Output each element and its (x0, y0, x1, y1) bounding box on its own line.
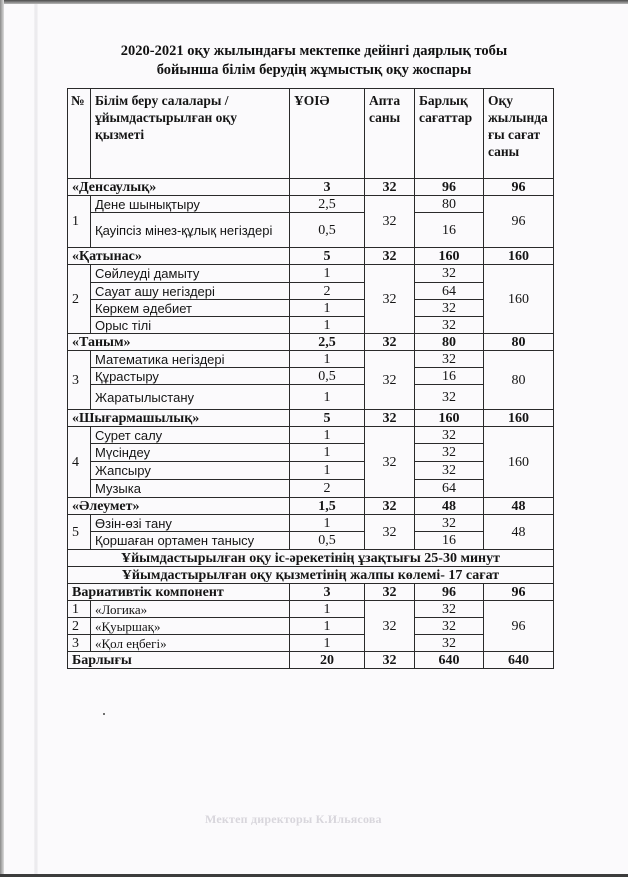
section-row (68, 248, 554, 265)
scan-edge-top (0, 0, 628, 4)
section-year: 48 (484, 498, 554, 515)
grand-total-label: Барлығы (68, 652, 290, 669)
section-total: 160 (415, 248, 484, 265)
activity-name: «Қуыршақ» (91, 618, 290, 635)
ink-speck (103, 713, 105, 715)
activity-name: «Қол еңбегі» (91, 635, 290, 652)
table-row (68, 368, 554, 385)
activity-year: 80 (484, 351, 554, 410)
activity-name: Қоршаған ортамен танысу (91, 532, 290, 550)
activity-uoia: 1 (290, 618, 365, 635)
activity-uoia: 1 (290, 462, 365, 480)
section-row (68, 334, 554, 351)
table-row (68, 618, 554, 635)
activity-year: 160 (484, 427, 554, 498)
activity-uoia: 2 (290, 283, 365, 300)
scan-shadow (34, 4, 38, 877)
banner-volume: Ұйымдастырылған оқу қызметінің жалпы көлемі- 17 сағат (68, 567, 554, 584)
activity-year: 96 (484, 601, 554, 652)
section-weeks: 32 (365, 410, 415, 427)
table-row (68, 532, 554, 550)
activity-name: Құрастыру (91, 368, 290, 385)
section-total: 48 (415, 498, 484, 515)
table-row (68, 462, 554, 480)
activity-total: 32 (415, 618, 484, 635)
activity-total: 32 (415, 385, 484, 410)
section-year: 80 (484, 334, 554, 351)
table-row (68, 515, 554, 532)
section-weeks: 32 (365, 179, 415, 196)
section-weeks: 32 (365, 584, 415, 601)
section-uoia: 3 (290, 179, 365, 196)
signature-bleedthrough: Мектеп директоры К.Ильясова (205, 812, 382, 826)
activity-name: Сауат ашу негіздері (91, 283, 290, 300)
activity-total: 32 (415, 300, 484, 317)
activity-weeks: 32 (365, 427, 415, 498)
activity-total: 32 (415, 265, 484, 283)
activity-uoia: 1 (290, 444, 365, 462)
banner-row (68, 550, 554, 567)
activity-total: 32 (415, 635, 484, 652)
header-num: № (68, 89, 91, 179)
section-name: «Денсаулық» (68, 179, 290, 196)
activity-total: 80 (415, 196, 484, 213)
row-number: 2 (68, 265, 91, 334)
table-row (68, 300, 554, 317)
header-uoia: ҰОІӘ (290, 89, 365, 179)
activity-name: Сөйлеуді дамыту (91, 265, 290, 283)
activity-weeks: 32 (365, 515, 415, 550)
activity-total: 32 (415, 515, 484, 532)
section-total: 96 (415, 179, 484, 196)
grand-total-hours: 640 (415, 652, 484, 669)
header-total-hours: Барлық сағаттар (415, 89, 484, 179)
section-year: 160 (484, 248, 554, 265)
activity-uoia: 1 (290, 300, 365, 317)
section-uoia: 5 (290, 410, 365, 427)
activity-total: 16 (415, 368, 484, 385)
activity-uoia: 1 (290, 601, 365, 618)
activity-name: Жаратылыстану (91, 385, 290, 410)
activity-name: Музыка (91, 480, 290, 498)
row-number: 3 (68, 635, 91, 652)
activity-total: 32 (415, 351, 484, 368)
activity-name: Дене шынықтыру (91, 196, 290, 213)
banner-duration: Ұйымдастырылған оқу іс-әрекетінің ұзақтығы 25-30 минут (68, 550, 554, 567)
title-line-2: бойынша білім берудің жұмыстық оқу жоспары (156, 62, 472, 78)
section-total: 96 (415, 584, 484, 601)
activity-name: «Логика» (91, 601, 290, 618)
row-number: 1 (68, 196, 91, 248)
activity-uoia: 2 (290, 480, 365, 498)
curriculum-table (67, 88, 554, 669)
banner-row (68, 567, 554, 584)
grand-total-uoia: 20 (290, 652, 365, 669)
grand-total-year: 640 (484, 652, 554, 669)
activity-uoia: 0,5 (290, 213, 365, 248)
table-header-row (68, 89, 554, 179)
table-row (68, 213, 554, 248)
activity-year: 96 (484, 196, 554, 248)
section-name: «Қатынас» (68, 248, 290, 265)
section-uoia: 3 (290, 584, 365, 601)
table-row (68, 480, 554, 498)
activity-name: Орыс тілі (91, 317, 290, 334)
row-number: 2 (68, 618, 91, 635)
section-name: Вариативтік компонент (68, 584, 290, 601)
activity-name: Жапсыру (91, 462, 290, 480)
activity-total: 32 (415, 601, 484, 618)
activity-uoia: 0,5 (290, 532, 365, 550)
section-name: «Шығармашылық» (68, 410, 290, 427)
section-total: 160 (415, 410, 484, 427)
header-weeks: Апта саны (365, 89, 415, 179)
activity-name: Өзін-өзі тану (91, 515, 290, 532)
table-row (68, 317, 554, 334)
section-weeks: 32 (365, 498, 415, 515)
header-year-hours: Оқу жылында ғы сағат саны (484, 89, 554, 179)
table-row (68, 385, 554, 410)
header-name: Білім беру салалары / ұйымдастырылған оқу қызметі (91, 89, 290, 179)
activity-uoia: 1 (290, 385, 365, 410)
section-year: 160 (484, 410, 554, 427)
activity-total: 16 (415, 532, 484, 550)
title-line-1: 2020-2021 оқу жылындағы мектепке дейінгі даярлық тобы (120, 43, 508, 59)
grand-total-row (68, 652, 554, 669)
section-row (68, 410, 554, 427)
section-uoia: 2,5 (290, 334, 365, 351)
activity-uoia: 1 (290, 427, 365, 444)
activity-name: Сурет салу (91, 427, 290, 444)
activity-uoia: 2,5 (290, 196, 365, 213)
table-row (68, 427, 554, 444)
row-number: 1 (68, 601, 91, 618)
activity-uoia: 1 (290, 635, 365, 652)
activity-year: 48 (484, 515, 554, 550)
table-row (68, 635, 554, 652)
table-row (68, 444, 554, 462)
table-row (68, 283, 554, 300)
table-row (68, 351, 554, 368)
section-total: 80 (415, 334, 484, 351)
grand-total-weeks: 32 (365, 652, 415, 669)
section-uoia: 5 (290, 248, 365, 265)
activity-weeks: 32 (365, 601, 415, 652)
section-uoia: 1,5 (290, 498, 365, 515)
activity-weeks: 32 (365, 196, 415, 248)
document-title (0, 42, 628, 80)
activity-total: 32 (415, 444, 484, 462)
row-number: 3 (68, 351, 91, 410)
activity-total: 64 (415, 283, 484, 300)
row-number: 4 (68, 427, 91, 498)
section-row (68, 179, 554, 196)
activity-weeks: 32 (365, 265, 415, 334)
activity-total: 32 (415, 462, 484, 480)
activity-uoia: 1 (290, 265, 365, 283)
activity-name: Мүсіндеу (91, 444, 290, 462)
section-weeks: 32 (365, 248, 415, 265)
section-year: 96 (484, 584, 554, 601)
section-row (68, 498, 554, 515)
activity-weeks: 32 (365, 351, 415, 410)
section-weeks: 32 (365, 334, 415, 351)
activity-uoia: 1 (290, 515, 365, 532)
table-row (68, 196, 554, 213)
table-row (68, 601, 554, 618)
activity-uoia: 1 (290, 351, 365, 368)
section-name: «Таным» (68, 334, 290, 351)
activity-uoia: 1 (290, 317, 365, 334)
activity-total: 32 (415, 427, 484, 444)
scan-edge-left (0, 0, 4, 877)
section-year: 96 (484, 179, 554, 196)
activity-total: 16 (415, 213, 484, 248)
table-row (68, 265, 554, 283)
activity-name: Математика негіздері (91, 351, 290, 368)
variative-section-row (68, 584, 554, 601)
activity-name: Қауіпсіз мінез-құлық негіздері (91, 213, 290, 248)
activity-total: 64 (415, 480, 484, 498)
activity-year: 160 (484, 265, 554, 334)
section-name: «Әлеумет» (68, 498, 290, 515)
row-number: 5 (68, 515, 91, 550)
activity-uoia: 0,5 (290, 368, 365, 385)
activity-name: Көркем әдебиет (91, 300, 290, 317)
activity-total: 32 (415, 317, 484, 334)
